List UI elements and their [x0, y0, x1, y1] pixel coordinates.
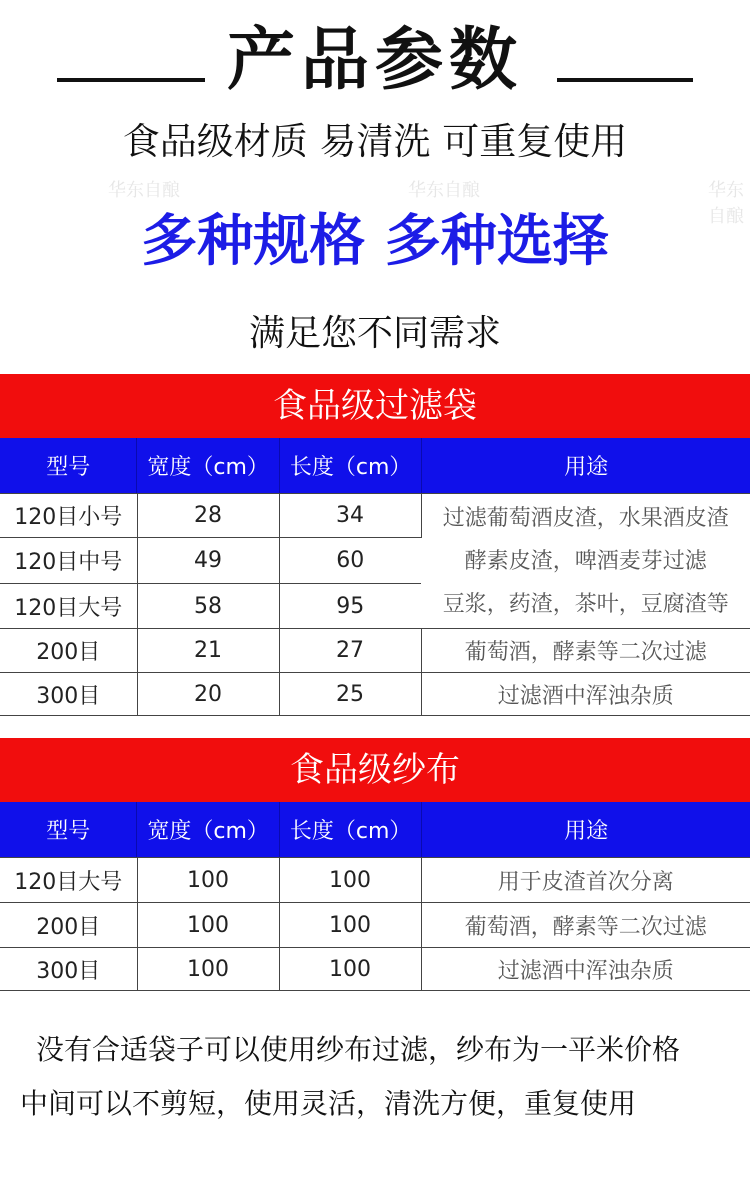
watermark: 华东自酿 [708, 180, 744, 227]
use-cell: 葡萄酒，酵素等二次过滤 [421, 629, 750, 673]
footer-line-2: 中间可以不剪短，使用灵活，清洗方便，重复使用 [20, 1087, 637, 1120]
column-header-length: 长度（cm） [280, 802, 422, 857]
filter-bag-table [0, 493, 750, 716]
section-title: 食品级过滤袋 [0, 374, 750, 438]
filter-bag-section [0, 374, 750, 716]
model-cell: 120目大号 [0, 584, 137, 629]
column-header-model: 型号 [0, 802, 137, 857]
width-cell: 49 [137, 538, 279, 584]
length-cell: 100 [279, 858, 421, 903]
section-title: 食品级纱布 [0, 738, 750, 802]
table-row [0, 673, 750, 716]
column-header-use: 用途 [564, 455, 609, 480]
table-row [0, 629, 750, 673]
column-header-model: 型号 [0, 438, 137, 493]
table-row [0, 948, 750, 991]
page-title: 产品参数 [226, 21, 523, 100]
column-header-use: 用途 [564, 819, 609, 844]
subtitle: 食品级材质 易清洗 可重复使用 [122, 120, 628, 163]
length-cell: 25 [279, 673, 421, 716]
length-cell: 100 [279, 948, 421, 991]
use-line: 豆浆，药渣，茶叶，豆腐渣等 [442, 591, 729, 617]
watermark: 华东自酿 [408, 180, 480, 201]
table-header [0, 802, 750, 857]
length-cell: 100 [279, 903, 421, 948]
width-cell: 100 [137, 903, 279, 948]
length-cell: 95 [279, 584, 421, 629]
length-cell: 60 [279, 538, 421, 584]
width-cell: 20 [137, 673, 279, 716]
column-header-length: 长度（cm） [280, 438, 422, 493]
table-row [0, 494, 750, 538]
table-row [0, 858, 750, 903]
model-cell: 200目 [0, 629, 137, 673]
header [0, 0, 750, 372]
column-header-width: 宽度（cm） [137, 438, 279, 493]
model-cell: 120目小号 [0, 494, 137, 538]
gauze-section [0, 738, 750, 991]
footer-line-1: 没有合适袋子可以使用纱布过滤，纱布为一平米价格 [36, 1033, 681, 1066]
model-cell: 120目大号 [0, 858, 137, 903]
width-cell: 58 [137, 584, 279, 629]
width-cell: 28 [137, 494, 279, 538]
use-cell: 过滤酒中浑浊杂质 [421, 673, 750, 716]
use-cell: 过滤酒中浑浊杂质 [421, 948, 750, 991]
width-cell: 21 [137, 629, 279, 673]
length-cell: 27 [279, 629, 421, 673]
use-cell-shared [421, 494, 750, 629]
use-cell: 葡萄酒，酵素等二次过滤 [421, 903, 750, 948]
model-cell: 120目中号 [0, 538, 137, 584]
model-cell: 300目 [0, 948, 137, 991]
watermark: 华东自酿 [108, 180, 180, 201]
width-cell: 100 [137, 948, 279, 991]
width-cell: 100 [137, 858, 279, 903]
use-line: 酵素皮渣，啤酒麦芽过滤 [464, 548, 707, 574]
length-cell: 34 [279, 494, 421, 538]
table-header [0, 438, 750, 493]
slogan: 多种规格 多种选择 [141, 209, 609, 274]
use-line: 过滤葡萄酒皮渣，水果酒皮渣 [442, 505, 729, 531]
model-cell: 300目 [0, 673, 137, 716]
use-cell: 用于皮渣首次分离 [421, 858, 750, 903]
need-text: 满足您不同需求 [248, 313, 501, 354]
column-header-width: 宽度（cm） [137, 802, 279, 857]
model-cell: 200目 [0, 903, 137, 948]
gauze-table [0, 857, 750, 991]
table-row [0, 903, 750, 948]
